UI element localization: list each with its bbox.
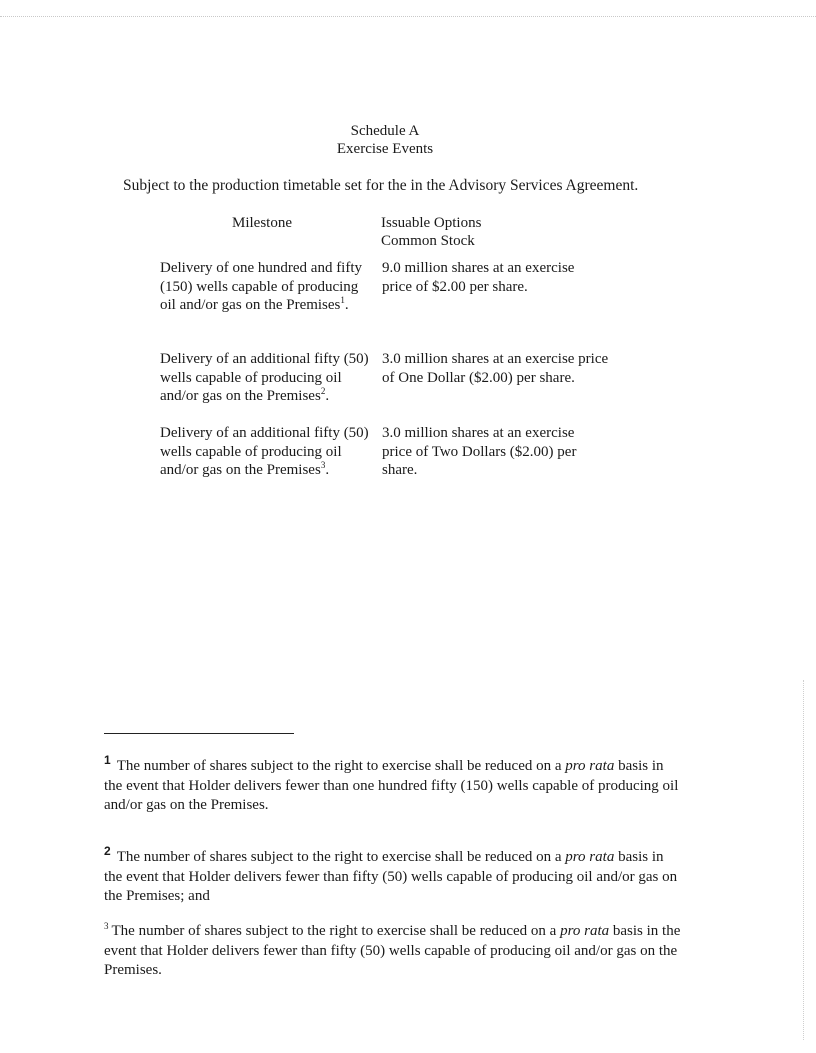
footnote-text: The number of shares subject to the right to exercise shall be reduced on a [116,849,566,865]
milestone-column-header: Milestone [232,215,292,231]
options-column-header-line1: Issuable Options [381,215,482,231]
footnote-mark: 2 [104,844,111,858]
options-cell: 3.0 million shares at an exercise price of One Dollar ($2.00) per share. [382,351,609,386]
footnote-2 [104,844,679,907]
milestone-cell [160,350,370,406]
options-cell: 3.0 million shares at an exercise price of Two Dollars ($2.00) per share. [382,425,577,478]
options-column-header-line2: Common Stock [381,233,475,249]
intro-paragraph: Subject to the production timetable set for the in the Advisory Services Agreement. [123,177,639,194]
footnote-mark: 3 [104,921,109,931]
milestone-text: Delivery of one hundred and fifty (150) wells capable of producing oil and/or gas on the Premises [160,260,363,313]
scan-edge-right [803,680,804,1040]
footnote-ref: 2 [320,386,326,396]
footnote-separator [104,733,294,734]
milestone-text: Delivery of an additional fifty (50) wells capable of producing oil and/or gas on the Premises [160,351,369,404]
footnote-text: The number of shares subject to the right to exercise shall be reduced on a [116,758,566,774]
milestone-text: Delivery of an additional fifty (50) wells capable of producing oil and/or gas on the Premises [160,425,369,478]
milestone-end: . [344,297,349,313]
footnote-3 [104,922,684,981]
milestone-end: . [325,462,330,478]
footnote-ref: 3 [320,460,326,470]
scan-edge-top [0,16,816,17]
footnote-emphasis: pro rata [565,758,615,774]
footnote-text: basis in the event that Holder delivers fewer than fifty (50) wells capable of producing oil and/or gas on the Premises; and [104,849,678,904]
footnote-text: basis in the event that Holder delivers fewer than one hundred fifty (150) wells capable of producing oil and/or gas on the Premises. [104,758,679,813]
milestone-cell [160,259,370,315]
milestone-cell [160,424,370,480]
footnote-text: basis in the event that Holder delivers fewer than fifty (50) wells capable of producing oil and/or gas on the Premises. [104,923,681,978]
schedule-subtitle: Exercise Events [336,141,434,157]
footnote-emphasis: pro rata [560,923,610,939]
milestone-end: . [325,388,330,404]
footnote-mark: 1 [104,753,111,767]
footnote-emphasis: pro rata [565,849,615,865]
schedule-title: Schedule A [350,123,420,139]
footnote-1 [104,753,684,816]
options-cell: 9.0 million shares at an exercise price of $2.00 per share. [382,260,575,295]
footnote-text: The number of shares subject to the right to exercise shall be reduced on a [111,923,561,939]
footnote-ref: 1 [340,295,345,305]
